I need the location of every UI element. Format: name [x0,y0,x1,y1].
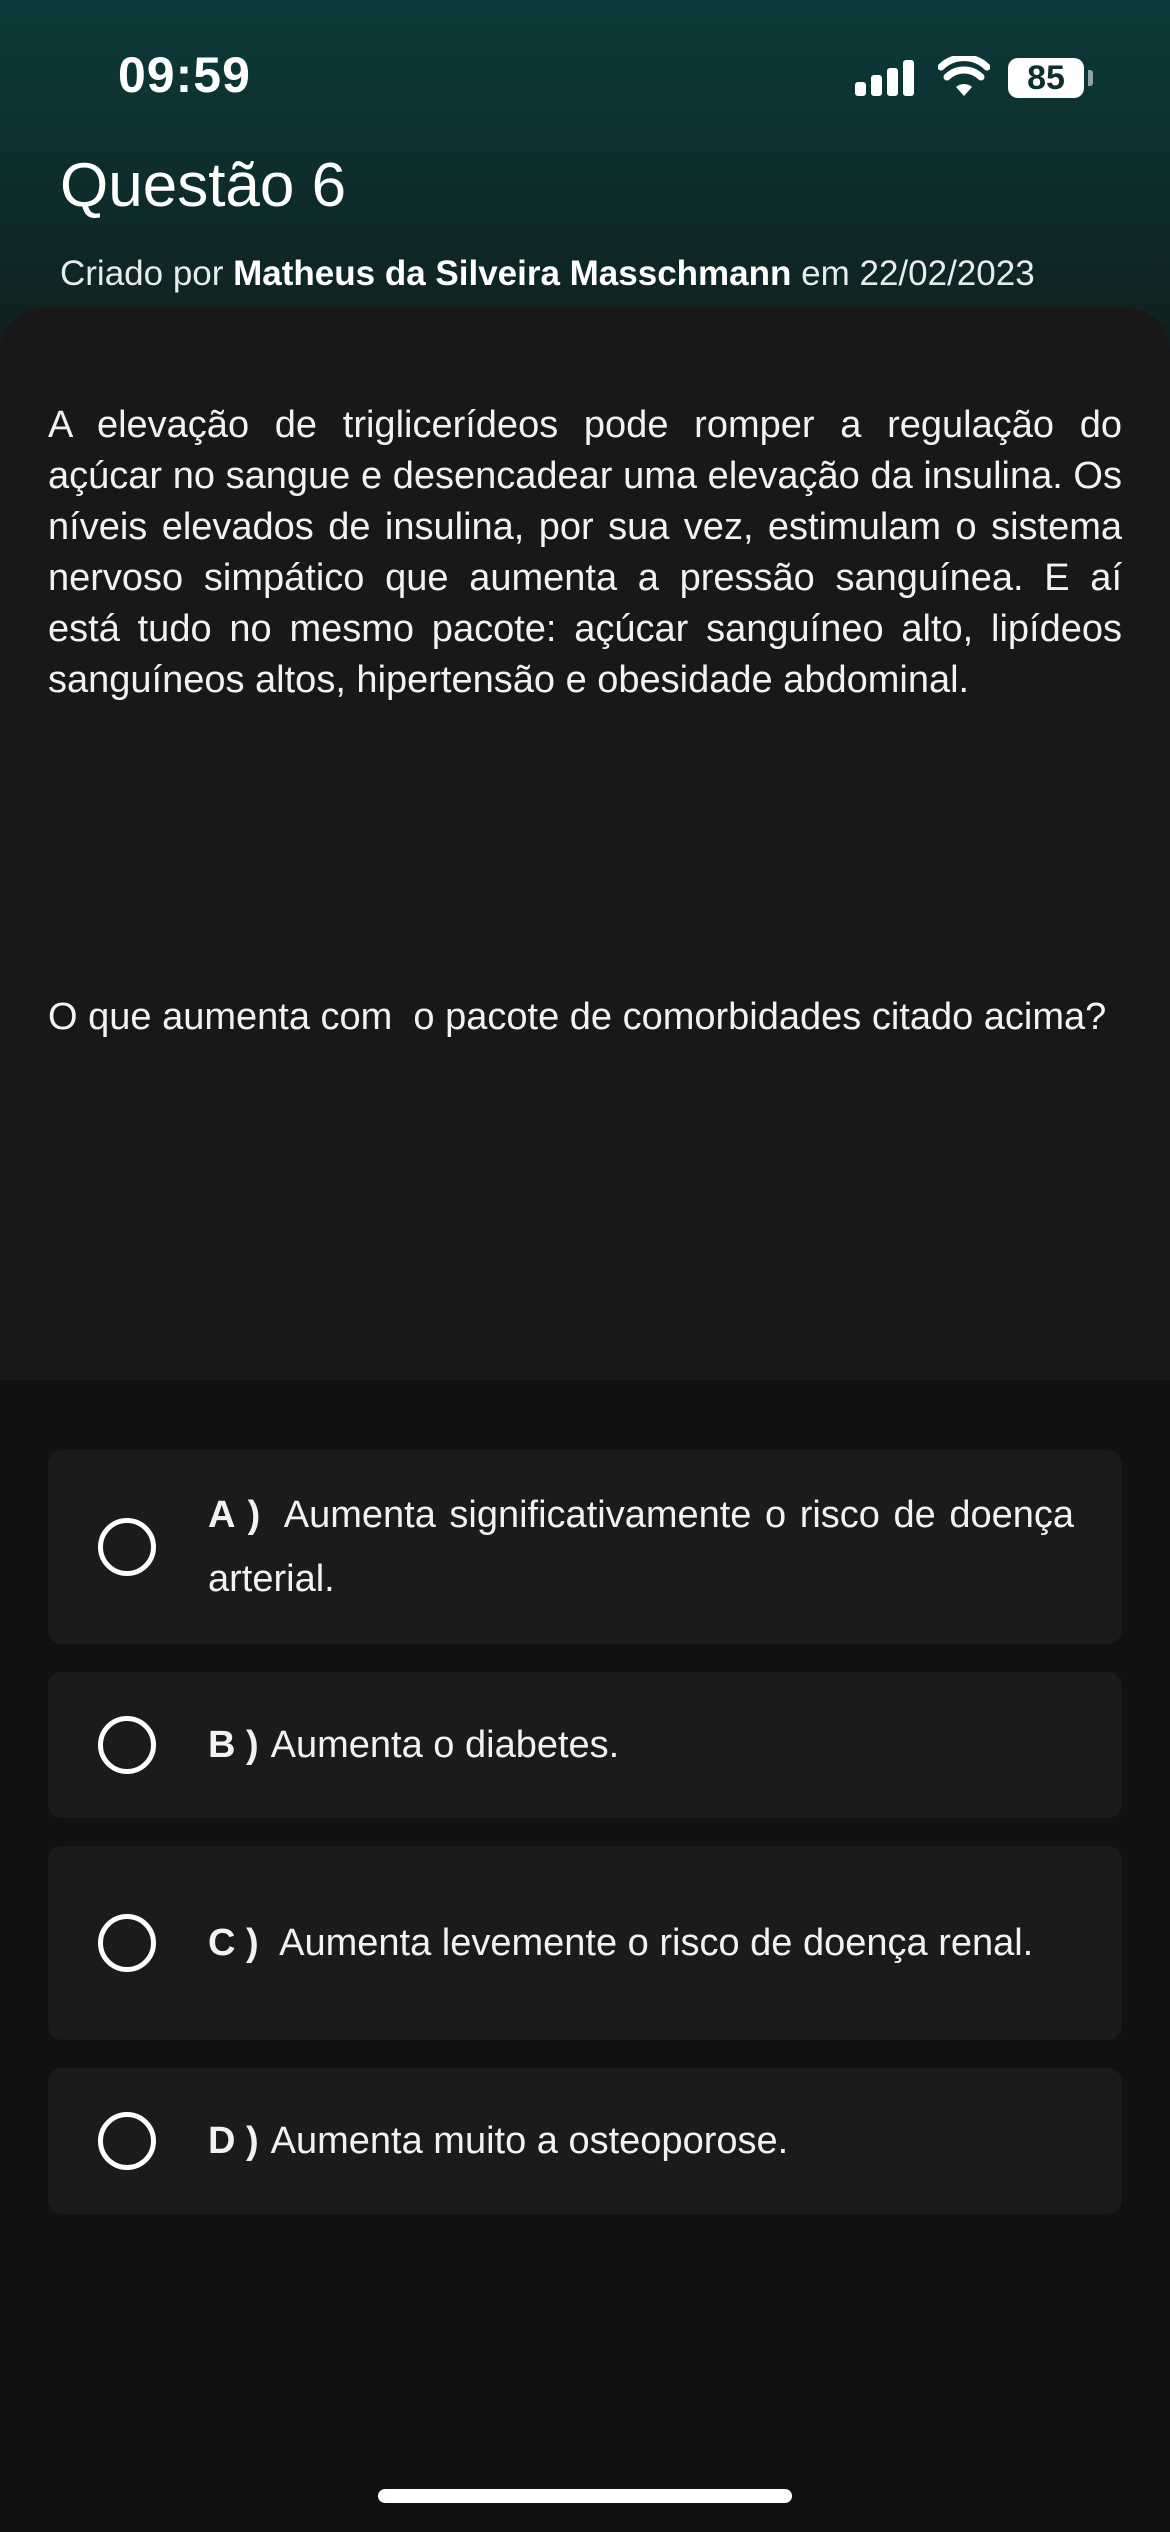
author-line [60,254,1035,294]
option-d-label: Aumenta muito a osteoporose. [270,2120,789,2162]
radio-icon[interactable] [98,2112,156,2170]
option-a-text [208,1483,1074,1611]
option-d-letter: D ) [208,2120,259,2162]
question-passage: A elevação de triglicerídeos pode romper a regulação do açúcar no sangue e desencadear uma elevação da insulina. Os níveis elevados de insulina, por sua vez, estimulam o sistema nervoso simpático que aumenta a pressão sanguínea. E aí está tudo no mesmo pacote: açúcar sanguíneo alto, lipídeos sanguíneos altos, hipertensão e obesidade abdominal. [48,404,1122,701]
status-bar [0,0,1170,150]
option-a-letter: A ) [208,1494,261,1536]
option-b-label: Aumenta o diabetes. [270,1724,620,1766]
radio-icon[interactable] [98,1716,156,1774]
option-b-text [208,1713,1074,1777]
option-c-label: Aumenta levemente o risco de doença renal. [279,1922,1034,1964]
option-a-label: Aumenta significativamente o risco de doença arterial. [208,1494,1075,1600]
radio-icon[interactable] [98,1914,156,1972]
option-d[interactable] [48,2068,1122,2214]
author-mid: em [791,254,860,293]
option-b-letter: B ) [208,1724,259,1766]
option-c[interactable] [48,1846,1122,2040]
status-time: 09:59 [118,47,251,103]
option-c-letter: C ) [208,1922,259,1964]
home-indicator[interactable] [378,2489,792,2503]
question-prompt: O que aumenta com o pacote de comorbidades citado acima? [48,996,1107,1038]
wifi-icon [938,56,990,98]
author-prefix: Criado por [60,254,234,293]
created-date: 22/02/2023 [859,254,1035,293]
radio-icon[interactable] [98,1518,156,1576]
page-title: Questão 6 [60,151,347,220]
option-d-text [208,2109,1074,2173]
battery-tip [1088,70,1093,86]
cellular-signal-icon [855,60,915,96]
option-a[interactable] [48,1450,1122,1644]
battery-icon: 85 [1008,58,1084,98]
option-c-text [208,1911,1074,1975]
option-b[interactable] [48,1672,1122,1818]
author-name: Matheus da Silveira Masschmann [233,254,792,293]
